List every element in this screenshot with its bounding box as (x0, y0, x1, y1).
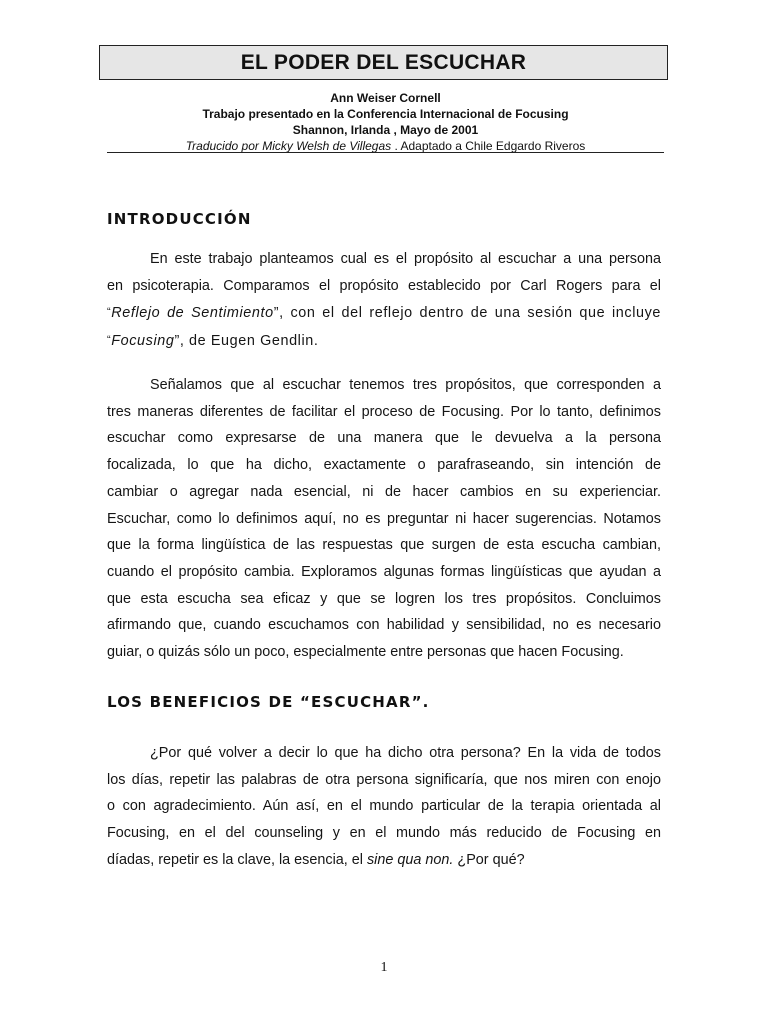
conference-line: Trabajo presentado en la Conferencia Internacional de Focusing (202, 107, 569, 121)
paragraph-line: ¿Por qué volver a decir lo que ha dicho otra persona? En la vida de todos (150, 745, 661, 761)
paragraph-intro (107, 246, 661, 355)
italic-term: Focusing (111, 333, 175, 350)
document-header (107, 90, 664, 154)
paragraph-line: focalizada, lo que ha dicho, exactamente o parafraseando, sin intención de (107, 457, 661, 474)
document-title: EL PODER DEL ESCUCHAR (240, 50, 527, 74)
paragraph-line: Focusing, en el del counseling y en el mundo más reducido de Focusing en (107, 825, 661, 842)
location-date-line: Shannon, Irlanda , Mayo de 2001 (292, 123, 479, 137)
paragraph-line: En este trabajo planteamos cual es el propósito al escuchar a una persona (150, 251, 661, 267)
paragraph-line: Señalamos que al escuchar tenemos tres propósitos, que corresponden a (150, 377, 661, 393)
adaptation-note: . Adaptado a Chile Edgardo Riveros (391, 139, 586, 153)
paragraph-line: Escuchar, como lo definimos aquí, no es preguntar ni hacer sugerencias. Notamos (107, 510, 661, 527)
translator-name: Traducido por Micky Welsh de Villegas (185, 139, 392, 153)
header-divider (107, 152, 664, 153)
paragraph-line: que esta escucha sea eficaz y que se logren los tres propósitos. Concluimos (107, 590, 661, 607)
section-heading-introduccion: INTRODUCCIÓN (107, 210, 252, 228)
paragraph-line: o con agradecimiento. Aún así, en el mundo particular de la terapia orientada al (107, 798, 661, 815)
paragraph-line: afirmando que, cuando escuchamos con habilidad y sensibilidad, no es necesario (107, 617, 661, 634)
paragraph-line: en psicoterapia. Comparamos el propósito establecido por Carl Rogers para el (107, 277, 661, 294)
author-line: Ann Weiser Cornell (330, 91, 441, 105)
title-box (99, 45, 668, 80)
paragraph-line: “Reflejo de Sentimiento”, con el del reflejo dentro de una sesión que incluye (107, 305, 661, 322)
paragraph-purposes (107, 372, 661, 666)
paragraph-line: díadas, repetir es la clave, la esencia, el sine qua non. ¿Por qué? (107, 851, 525, 868)
italic-term: Reflejo de Sentimiento (111, 305, 274, 322)
paragraph-line: cuando el propósito cambia. Exploramos algunas formas lingüísticas que ayudan a (107, 563, 661, 580)
italic-term: sine qua non. (366, 851, 454, 868)
paragraph-line: escuchar como expresarse de una manera que le devuelva a la persona (107, 430, 661, 447)
page-number: 1 (380, 960, 388, 975)
paragraph-line: que la forma lingüística de las respuestas que surgen de esta escucha cambian, (107, 537, 661, 554)
paragraph-line: “Focusing”, de Eugen Gendlin. (107, 333, 319, 350)
paragraph-line: tres maneras diferentes de facilitar el proceso de Focusing. Por lo tanto, definimos (107, 403, 661, 420)
paragraph-benefits (107, 740, 661, 874)
section-heading-beneficios: LOS BENEFICIOS DE “ESCUCHAR”. (107, 693, 430, 711)
paragraph-line: cambiar o agregar nada esencial, ni de hacer cambios en su experienciar. (107, 483, 661, 500)
paragraph-line: guiar, o quizás sólo un poco, especialmente entre personas que hacen Focusing. (107, 644, 624, 661)
paragraph-line: los días, repetir las palabras de otra persona significaría, que nos miren con enojo (107, 771, 661, 788)
